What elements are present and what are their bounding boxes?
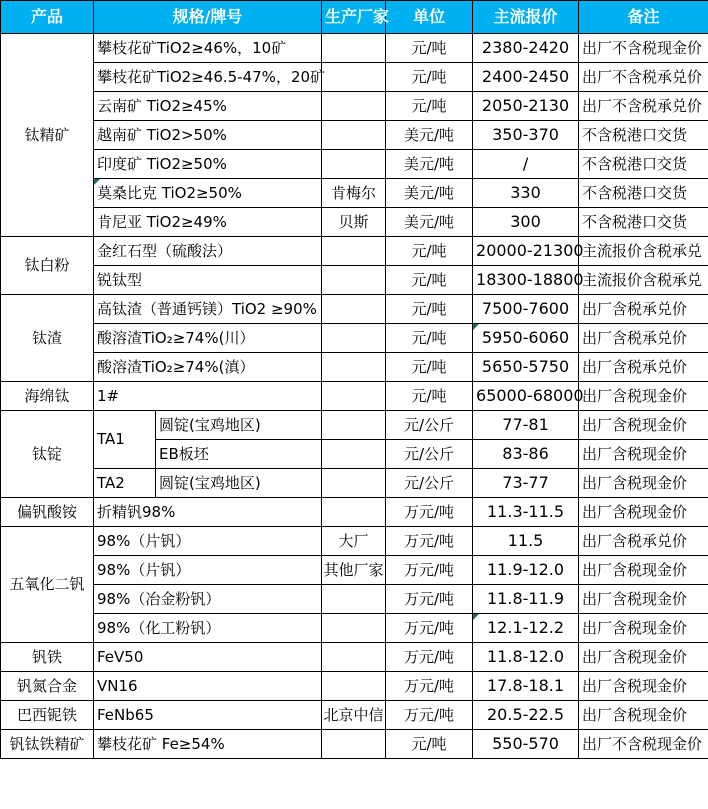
unit-cell: 元/吨 [386, 382, 473, 411]
producer-cell [322, 411, 386, 440]
product-cell: 钒铁 [1, 643, 94, 672]
note-cell: 出厂不含税承兑价 [579, 92, 708, 121]
table-row [1, 527, 708, 556]
table-row [1, 730, 708, 759]
producer-cell [322, 672, 386, 701]
note-cell: 不含税港口交货 [579, 150, 708, 179]
spec-cell: 攀枝花矿TiO2≥46%，10矿 [94, 34, 322, 63]
error-flag-icon [94, 179, 100, 185]
unit-cell: 元/吨 [386, 353, 473, 382]
product-cell: 五氧化二钒 [1, 527, 94, 643]
table-row [1, 614, 708, 643]
price-cell: 2050-2130 [473, 92, 579, 121]
producer-cell [322, 121, 386, 150]
table-body [1, 34, 708, 759]
note-cell: 出厂含税现金价 [579, 701, 708, 730]
producer-cell [322, 266, 386, 295]
note-cell: 出厂含税现金价 [579, 643, 708, 672]
note-cell: 出厂含税承兑价 [579, 324, 708, 353]
price-cell: 5950-6060 [473, 324, 579, 353]
price-cell: 11.9-12.0 [473, 556, 579, 585]
price-cell: 5650-5750 [473, 353, 579, 382]
note-cell: 不含税港口交货 [579, 121, 708, 150]
spec-cell: 锐钛型 [94, 266, 322, 295]
spec-cell: 折精钒98% [94, 498, 322, 527]
note-cell: 主流报价含税承兑 [579, 237, 708, 266]
product-cell: 钛精矿 [1, 34, 94, 237]
spec-cell: 98%（片钒） [94, 556, 322, 585]
price-cell: 18300-18800 [473, 266, 579, 295]
table-row [1, 411, 708, 440]
header-spec: 规格/牌号 [94, 1, 322, 34]
table-row [1, 585, 708, 614]
header-product: 产品 [1, 1, 94, 34]
producer-cell [322, 382, 386, 411]
price-cell: / [473, 150, 579, 179]
table-row [1, 92, 708, 121]
spec-cell: FeNb65 [94, 701, 322, 730]
price-cell: 17.8-18.1 [473, 672, 579, 701]
producer-cell: 大厂 [322, 527, 386, 556]
product-cell: 钛锭 [1, 411, 94, 498]
spec-cell: 酸溶渣TiO₂≥74%(川） [94, 324, 322, 353]
spec-cell: 酸溶渣TiO₂≥74%(滇） [94, 353, 322, 382]
spec-cell: 金红石型（硫酸法） [94, 237, 322, 266]
spec-cell: 98%（片钒） [94, 527, 322, 556]
spec-cell: 1# [94, 382, 322, 411]
table-row [1, 353, 708, 382]
producer-cell [322, 498, 386, 527]
note-cell: 主流报价含税承兑 [579, 266, 708, 295]
product-cell: 钛白粉 [1, 237, 94, 295]
price-cell: 65000-68000 [473, 382, 579, 411]
producer-cell [322, 295, 386, 324]
price-cell: 330 [473, 179, 579, 208]
spec-cell: EB板坯 [156, 440, 322, 469]
note-cell: 出厂含税现金价 [579, 672, 708, 701]
producer-cell [322, 237, 386, 266]
price-cell: 12.1-12.2 [473, 614, 579, 643]
spec-cell: 越南矿 TiO2>50% [94, 121, 322, 150]
note-cell: 出厂含税现金价 [579, 469, 708, 498]
table-row [1, 121, 708, 150]
note-cell: 出厂含税现金价 [579, 411, 708, 440]
price-cell: 20.5-22.5 [473, 701, 579, 730]
producer-cell: 贝斯 [322, 208, 386, 237]
unit-cell: 万元/吨 [386, 585, 473, 614]
table-row [1, 701, 708, 730]
spec-cell: 攀枝花矿 Fe≥54% [94, 730, 322, 759]
header-producer: 生产厂家 [322, 1, 386, 34]
error-flag-icon [473, 614, 479, 620]
price-cell: 73-77 [473, 469, 579, 498]
spec-cell: 圆锭(宝鸡地区) [156, 411, 322, 440]
unit-cell: 美元/吨 [386, 208, 473, 237]
producer-cell [322, 63, 386, 92]
header-note: 备注 [579, 1, 708, 34]
spec-cell: 圆锭(宝鸡地区) [156, 469, 322, 498]
spec-cell: FeV50 [94, 643, 322, 672]
price-cell: 11.5 [473, 527, 579, 556]
producer-cell [322, 353, 386, 382]
price-cell: 2380-2420 [473, 34, 579, 63]
header-price: 主流报价 [473, 1, 579, 34]
producer-cell [322, 92, 386, 121]
table-row [1, 556, 708, 585]
product-cell: 钒钛铁精矿 [1, 730, 94, 759]
note-cell: 出厂不含税承兑价 [579, 63, 708, 92]
table-row [1, 295, 708, 324]
unit-cell: 元/公斤 [386, 440, 473, 469]
price-cell: 11.8-12.0 [473, 643, 579, 672]
unit-cell: 万元/吨 [386, 614, 473, 643]
unit-cell: 万元/吨 [386, 701, 473, 730]
price-cell: 550-570 [473, 730, 579, 759]
note-cell: 不含税港口交货 [579, 208, 708, 237]
note-cell: 出厂含税现金价 [579, 382, 708, 411]
price-cell: 2400-2450 [473, 63, 579, 92]
price-cell: 11.3-11.5 [473, 498, 579, 527]
unit-cell: 元/吨 [386, 34, 473, 63]
table-row [1, 179, 708, 208]
product-cell: 海绵钛 [1, 382, 94, 411]
table-row [1, 150, 708, 179]
producer-cell: 北京中信 [322, 701, 386, 730]
grade-cell: TA1 [94, 411, 156, 469]
note-cell: 出厂含税现金价 [579, 585, 708, 614]
table-row [1, 643, 708, 672]
product-cell: 钛渣 [1, 295, 94, 382]
unit-cell: 元/吨 [386, 237, 473, 266]
unit-cell: 元/吨 [386, 63, 473, 92]
spec-cell: 莫桑比克 TiO2≥50% [94, 179, 322, 208]
price-cell: 7500-7600 [473, 295, 579, 324]
spec-cell: 98%（化工粉钒） [94, 614, 322, 643]
unit-cell: 万元/吨 [386, 643, 473, 672]
unit-cell: 元/公斤 [386, 469, 473, 498]
unit-cell: 万元/吨 [386, 556, 473, 585]
table-row [1, 34, 708, 63]
producer-cell [322, 730, 386, 759]
producer-cell [322, 324, 386, 353]
unit-cell: 美元/吨 [386, 150, 473, 179]
unit-cell: 万元/吨 [386, 672, 473, 701]
spec-cell: 云南矿 TiO2≥45% [94, 92, 322, 121]
note-cell: 出厂含税现金价 [579, 556, 708, 585]
unit-cell: 元/吨 [386, 295, 473, 324]
spec-cell: 印度矿 TiO2≥50% [94, 150, 322, 179]
note-cell: 出厂含税现金价 [579, 440, 708, 469]
unit-cell: 元/公斤 [386, 411, 473, 440]
unit-cell: 美元/吨 [386, 121, 473, 150]
spec-cell: 攀枝花矿TiO2≥46.5-47%，20矿 [94, 63, 322, 92]
unit-cell: 元/吨 [386, 324, 473, 353]
producer-cell: 肯梅尔 [322, 179, 386, 208]
spec-cell: 98%（冶金粉钒） [94, 585, 322, 614]
unit-cell: 元/吨 [386, 92, 473, 121]
product-cell: 钒氮合金 [1, 672, 94, 701]
note-cell: 出厂含税承兑价 [579, 295, 708, 324]
table-row [1, 498, 708, 527]
producer-cell [322, 643, 386, 672]
price-cell: 77-81 [473, 411, 579, 440]
spec-cell: 肯尼亚 TiO2≥49% [94, 208, 322, 237]
producer-cell: 其他厂家 [322, 556, 386, 585]
producer-cell [322, 614, 386, 643]
table-header [1, 1, 708, 34]
producer-cell [322, 469, 386, 498]
note-cell: 出厂不含税现金价 [579, 34, 708, 63]
note-cell: 出厂含税承兑价 [579, 527, 708, 556]
price-cell: 350-370 [473, 121, 579, 150]
table-row [1, 382, 708, 411]
product-cell: 巴西铌铁 [1, 701, 94, 730]
spec-cell: 高钛渣（普通钙镁）TiO2 ≥90% [94, 295, 322, 324]
note-cell: 不含税港口交货 [579, 179, 708, 208]
note-cell: 出厂不含税现金价 [579, 730, 708, 759]
note-cell: 出厂含税现金价 [579, 498, 708, 527]
grade-cell: TA2 [94, 469, 156, 498]
producer-cell [322, 440, 386, 469]
note-cell: 出厂含税承兑价 [579, 353, 708, 382]
table-row [1, 324, 708, 353]
unit-cell: 万元/吨 [386, 527, 473, 556]
header-row [1, 1, 708, 34]
table-row [1, 266, 708, 295]
price-cell: 11.8-11.9 [473, 585, 579, 614]
note-cell: 出厂含税现金价 [579, 614, 708, 643]
unit-cell: 美元/吨 [386, 179, 473, 208]
table-row [1, 672, 708, 701]
producer-cell [322, 34, 386, 63]
table-row [1, 469, 708, 498]
price-cell: 300 [473, 208, 579, 237]
table-row [1, 63, 708, 92]
product-cell: 偏钒酸铵 [1, 498, 94, 527]
price-cell: 20000-21300 [473, 237, 579, 266]
error-flag-icon [473, 324, 479, 330]
spec-cell: VN16 [94, 672, 322, 701]
unit-cell: 元/吨 [386, 266, 473, 295]
table-row [1, 237, 708, 266]
unit-cell: 元/吨 [386, 730, 473, 759]
header-unit: 单位 [386, 1, 473, 34]
table-row [1, 208, 708, 237]
producer-cell [322, 585, 386, 614]
price-cell: 83-86 [473, 440, 579, 469]
producer-cell [322, 150, 386, 179]
unit-cell: 万元/吨 [386, 498, 473, 527]
